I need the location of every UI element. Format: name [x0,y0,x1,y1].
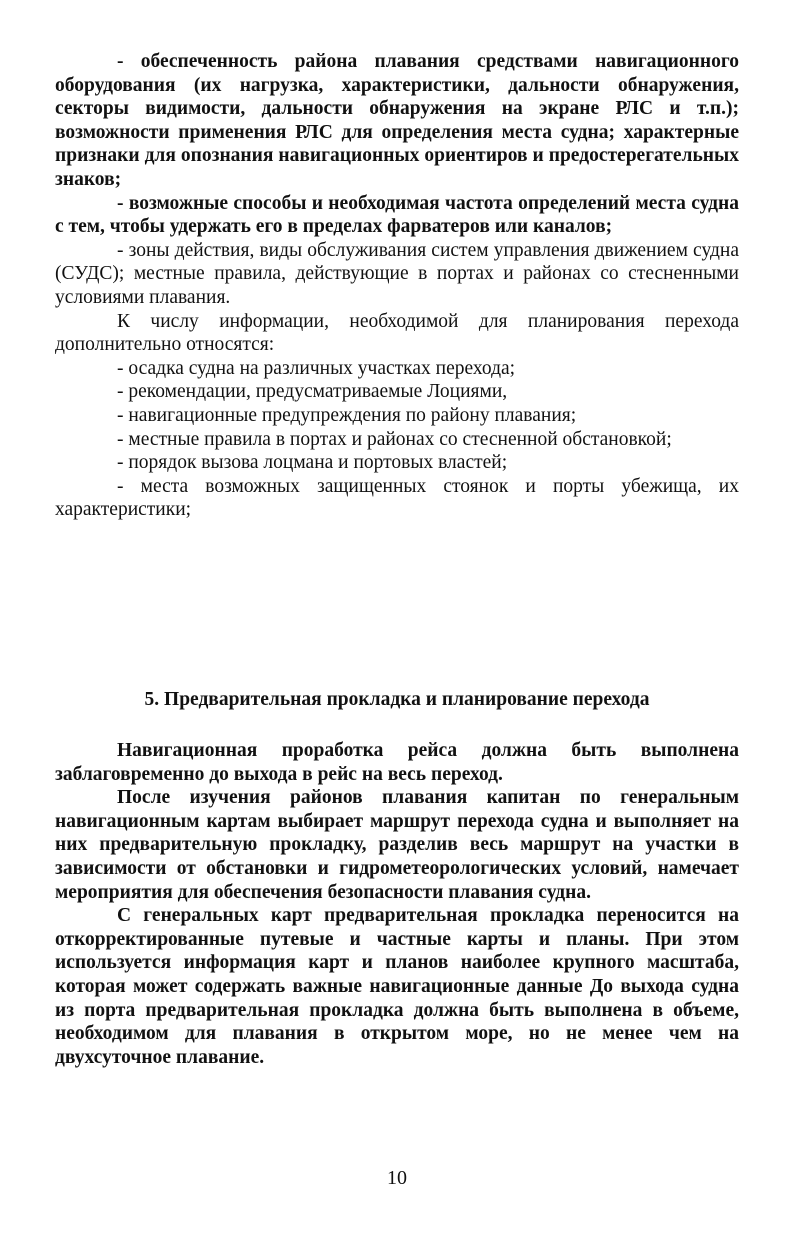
bottom-text-block [55,739,739,1069]
list-item-pilot-call: - порядок вызова лоцмана и портовых властей; [117,452,508,474]
paragraph-position-fixing: - возможные способы и необходимая частота определений места судна с тем, чтобы удержать его в пределах фарватеров или каналов; [55,192,739,238]
page-number: 10 [387,1167,407,1189]
paragraph-chart-transfer: С генеральных карт предварительная прокладка переносится на откорректированные путевые и частные карты и планы. При этом используется информация карт и планов наиболее крупного масштаба, которая может содержать важные навигационные данные До выхода судна из порта предварительная прокладка должна быть выполнена в объеме, необходимом для плавания в открытом море, но не менее чем на двухсуточное плавание. [55,905,739,1068]
paragraph-voyage-planning: Навигационная проработка рейса должна быть выполнена заблаговременно до выхода в рейс на весь переход. [55,740,739,785]
list-item-recommendations: - рекомендации, предусматриваемые Лоциями, [117,381,508,403]
paragraph-planning-info-intro: К числу информации, необходимой для планирования перехода дополнительно относятся: [55,310,739,356]
list-item-shelter-anchorages: - места возможных защищенных стоянок и порты убежища, их характеристики; [55,475,739,521]
paragraph-vts-zones: - зоны действия, виды обслуживания систем управления движением судна (СУДС); местные правила, действующие в портах и районах со стесненными условиями плавания. [55,239,739,308]
top-text-block [55,50,739,522]
list-item-warnings: - навигационные предупреждения по району плавания; [117,404,577,426]
paragraph-navigation-equipment: - обеспеченность района плавания средствами навигационного оборудования (их нагрузка, характеристики, дальности обнаружения, секторы видимости, дальности обнаружения на экране РЛС и т.п.); возможности применения РЛС для определения места судна; характерные признаки для опознания навигационных ориентиров и предостерегательных знаков; [55,51,739,190]
section-heading: 5. Предварительная прокладка и планирование перехода [144,689,650,710]
list-item-local-rules: - местные правила в портах и районах со стесненной обстановкой; [117,428,672,450]
paragraph-route-selection: После изучения районов плавания капитан по генеральным навигационным картам выбирает маршрут перехода судна и выполняет на них предварительную прокладку, разделив весь маршрут на участки в зависимости от обстановки и гидрометеорологических условий, намечает мероприятия для обеспечения безопасности плавания судна. [55,787,739,903]
list-item-draft: - осадка судна на различных участках перехода; [117,357,516,379]
